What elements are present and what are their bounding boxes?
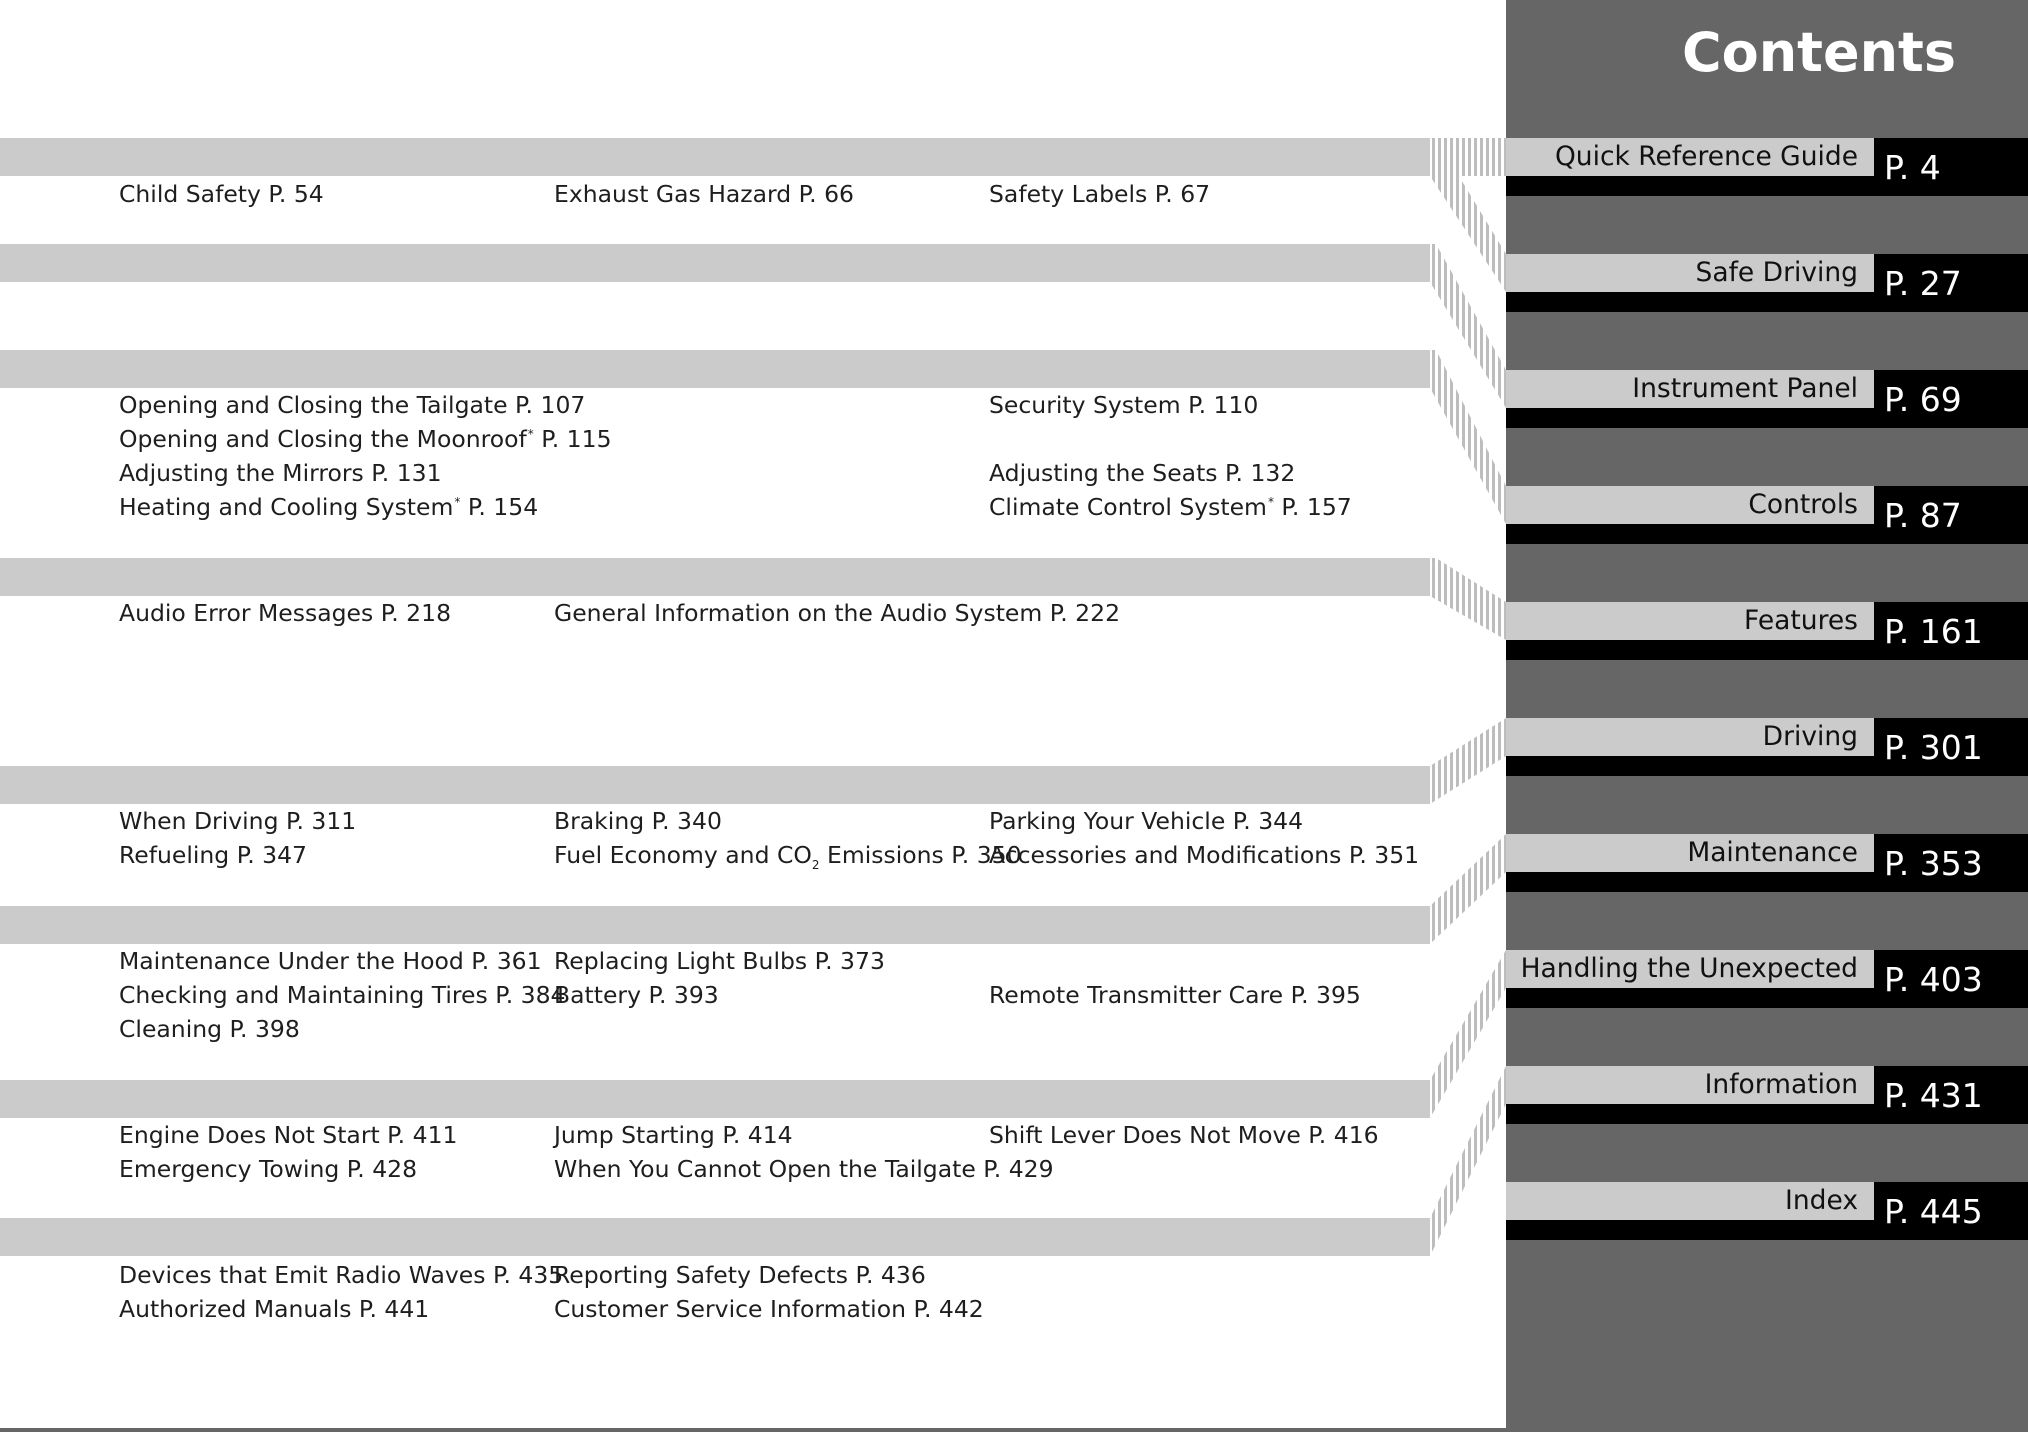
- tab-page-maintenance[interactable]: P. 353: [1874, 834, 2028, 892]
- toc-entry-heating-cooling[interactable]: [119, 493, 539, 521]
- tab-page-handling-the-unexpected[interactable]: P. 403: [1874, 950, 2028, 1008]
- toc-entry-remote-transmitter[interactable]: Remote Transmitter Care P. 395: [989, 981, 1361, 1009]
- tab-driving[interactable]: [1506, 718, 1874, 756]
- tab-label-text: Safe Driving: [1695, 256, 1858, 288]
- subscript: 2: [811, 858, 820, 872]
- tab-label-text: Information: [1704, 1068, 1858, 1100]
- section-band-driving: [0, 766, 1430, 804]
- entry-text: Fuel Economy and CO: [554, 841, 812, 869]
- toc-entry-light-bulbs[interactable]: Replacing Light Bulbs P. 373: [554, 947, 885, 975]
- entry-page: Emissions P. 350: [819, 841, 1022, 869]
- entry-text: Climate Control System: [989, 493, 1267, 521]
- toc-entry-cleaning[interactable]: Cleaning P. 398: [119, 1015, 300, 1043]
- tab-label-text: Quick Reference Guide: [1554, 140, 1858, 172]
- toc-entry-child-safety[interactable]: Child Safety P. 54: [119, 180, 324, 208]
- toc-entry-authorized-manuals[interactable]: Authorized Manuals P. 441: [119, 1295, 430, 1323]
- entry-text: Heating and Cooling System: [119, 493, 454, 521]
- tab-page-instrument-panel[interactable]: P. 69: [1874, 370, 2028, 428]
- tab-label-text: Instrument Panel: [1632, 372, 1858, 404]
- toc-entry-under-the-hood[interactable]: Maintenance Under the Hood P. 361: [119, 947, 542, 975]
- toc-entry-battery[interactable]: Battery P. 393: [554, 981, 719, 1009]
- tab-index[interactable]: [1506, 1182, 1874, 1220]
- connector-driving: [1430, 718, 1506, 804]
- tab-label-text: Handling the Unexpected: [1520, 952, 1858, 984]
- asterisk-mark: *: [454, 495, 461, 509]
- page-title: Contents: [1682, 21, 1957, 84]
- entry-page: P. 157: [1273, 493, 1352, 521]
- toc-entry-emergency-towing[interactable]: Emergency Towing P. 428: [119, 1155, 418, 1183]
- toc-entry-adjusting-mirrors[interactable]: Adjusting the Mirrors P. 131: [119, 459, 442, 487]
- toc-entry-jump-starting[interactable]: Jump Starting P. 414: [554, 1121, 793, 1149]
- tab-features[interactable]: [1506, 602, 1874, 640]
- toc-entry-safety-labels[interactable]: Safety Labels P. 67: [989, 180, 1211, 208]
- asterisk-mark: *: [1267, 495, 1274, 509]
- toc-entry-adjusting-seats[interactable]: Adjusting the Seats P. 132: [989, 459, 1296, 487]
- section-band-information: [0, 1218, 1430, 1256]
- toc-entry-parking[interactable]: Parking Your Vehicle P. 344: [989, 807, 1304, 835]
- tab-handling-the-unexpected[interactable]: [1506, 950, 1874, 988]
- entry-page: P. 154: [460, 493, 539, 521]
- toc-entry-climate-control[interactable]: [989, 493, 1352, 521]
- toc-entry-audio-general-info[interactable]: General Information on the Audio System P. 222: [554, 599, 1121, 627]
- tab-instrument-panel[interactable]: [1506, 370, 1874, 408]
- tab-label-text: Controls: [1748, 488, 1858, 520]
- toc-entry-engine-not-start[interactable]: Engine Does Not Start P. 411: [119, 1121, 458, 1149]
- toc-entry-safety-defects[interactable]: Reporting Safety Defects P. 436: [554, 1261, 926, 1289]
- toc-entry-radio-waves[interactable]: Devices that Emit Radio Waves P. 435: [119, 1261, 564, 1289]
- entry-text: Opening and Closing the Moonroof: [119, 425, 527, 453]
- connector-maintenance: [1430, 834, 1506, 944]
- toc-entry-moonroof[interactable]: [119, 425, 612, 453]
- tab-page-information[interactable]: P. 431: [1874, 1066, 2028, 1124]
- toc-entry-audio-error-messages[interactable]: Audio Error Messages P. 218: [119, 599, 452, 627]
- toc-entry-tires[interactable]: Checking and Maintaining Tires P. 384: [119, 981, 566, 1009]
- tab-page-controls[interactable]: P. 87: [1874, 486, 2028, 544]
- toc-entry-braking[interactable]: Braking P. 340: [554, 807, 722, 835]
- toc-entry-fuel-economy[interactable]: [554, 841, 1022, 872]
- tab-controls[interactable]: [1506, 486, 1874, 524]
- toc-entry-security-system[interactable]: Security System P. 110: [989, 391, 1259, 419]
- tab-label-text: Index: [1785, 1184, 1858, 1216]
- tab-quick-reference-guide[interactable]: [1506, 138, 1874, 176]
- connector-features: [1430, 558, 1506, 640]
- tab-connectors: [1426, 0, 1508, 1300]
- section-band-maintenance: [0, 906, 1430, 944]
- toc-entry-exhaust-gas-hazard[interactable]: Exhaust Gas Hazard P. 66: [554, 180, 854, 208]
- tab-label-text: Maintenance: [1687, 836, 1858, 868]
- tab-page-quick-reference-guide[interactable]: P. 4: [1874, 138, 2028, 196]
- tab-page-driving[interactable]: P. 301: [1874, 718, 2028, 776]
- asterisk-mark: *: [527, 427, 534, 441]
- section-band-instrument-panel: [0, 350, 1430, 388]
- section-band-handling: [0, 1080, 1430, 1118]
- tab-page-safe-driving[interactable]: P. 27: [1874, 254, 2028, 312]
- toc-entry-customer-service[interactable]: Customer Service Information P. 442: [554, 1295, 984, 1323]
- tab-page-features[interactable]: P. 161: [1874, 602, 2028, 660]
- toc-entry-when-driving[interactable]: When Driving P. 311: [119, 807, 357, 835]
- section-band-safe-driving: [0, 244, 1430, 282]
- footer-rule: [0, 1428, 1506, 1432]
- tab-page-index[interactable]: P. 445: [1874, 1182, 2028, 1240]
- toc-entry-accessories[interactable]: Accessories and Modifications P. 351: [989, 841, 1420, 869]
- toc-entry-tailgate[interactable]: Opening and Closing the Tailgate P. 107: [119, 391, 586, 419]
- toc-entry-cannot-open-tailgate[interactable]: When You Cannot Open the Tailgate P. 429: [554, 1155, 1054, 1183]
- toc-entry-shift-lever[interactable]: Shift Lever Does Not Move P. 416: [989, 1121, 1379, 1149]
- entry-page: P. 115: [533, 425, 612, 453]
- tab-information[interactable]: [1506, 1066, 1874, 1104]
- tab-safe-driving[interactable]: [1506, 254, 1874, 292]
- section-band-controls: [0, 558, 1430, 596]
- tab-maintenance[interactable]: [1506, 834, 1874, 872]
- toc-entry-refueling[interactable]: Refueling P. 347: [119, 841, 307, 869]
- tab-label-text: Driving: [1762, 720, 1858, 752]
- tab-label-text: Features: [1744, 604, 1858, 636]
- section-band-quick-reference: [0, 138, 1430, 176]
